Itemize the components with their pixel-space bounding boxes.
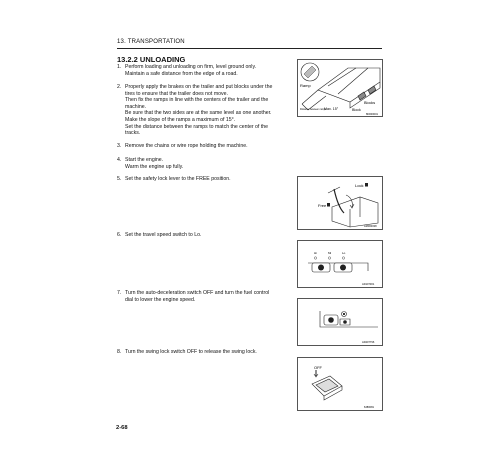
- step-number: 5.: [117, 176, 122, 182]
- max-angle-label: Max. 15°: [324, 107, 339, 111]
- free-label: Free: [318, 203, 327, 208]
- figure-code: AD107301: [362, 283, 375, 286]
- switch-panel-drawing: [308, 263, 368, 272]
- page-number: 2-68: [116, 425, 128, 431]
- circle-detail-icon: [301, 63, 319, 81]
- unlock-icon: [327, 203, 330, 207]
- step-line: Maintain a safe distance from the edge of a road.: [125, 70, 238, 77]
- step-line: Set the distance between the ramps to match the center of the: [125, 123, 269, 130]
- step-8: [117, 349, 297, 356]
- step-7: [117, 290, 302, 303]
- decel-switch-drawing: [320, 311, 378, 327]
- speed-label-hi: Hi: [314, 251, 317, 255]
- lock-lever-figure: [297, 176, 383, 230]
- off-label: OFF: [314, 365, 322, 370]
- step-6: [117, 232, 297, 239]
- lock-icon: [365, 183, 368, 187]
- step-line: Make the slope of the ramps a maximum of 15°.: [125, 116, 236, 123]
- section-title: 13.2.2 UNLOADING: [117, 55, 186, 64]
- step-number: 1.: [117, 64, 122, 70]
- indicator-lamps: [314, 257, 344, 259]
- ramp-illustration: [298, 60, 382, 116]
- auto-decel-illustration: [298, 299, 382, 345]
- step-line: Then fix the ramps in line with the centers of the trailer and the: [125, 97, 269, 104]
- step-2: [117, 84, 297, 137]
- header-text: 13. TRANSPORTATION: [117, 39, 185, 45]
- step-line: machine.: [125, 103, 147, 110]
- step-number: 4.: [117, 157, 122, 163]
- step-number: 7.: [117, 290, 122, 296]
- speed-label-mi: Mi: [328, 251, 332, 255]
- turtle-rabbit-icon: [318, 265, 346, 271]
- step-1: [117, 64, 297, 77]
- step-line: tires to ensure that the trailer does not move.: [125, 90, 228, 97]
- step-line: Properly apply the brakes on the trailer and put blocks under the: [125, 84, 273, 90]
- block-label: Block: [352, 108, 361, 112]
- ramp-label: Ramp: [300, 83, 311, 88]
- step-5: [117, 176, 297, 183]
- step-line: tracks.: [125, 130, 141, 137]
- step-line: Turn the auto-deceleration switch OFF and turn the fuel control: [125, 290, 270, 296]
- step-line: Be sure that the two sides are at the same level as one another.: [125, 110, 272, 117]
- step-line: Remove the chains or wire rope holding the machine.: [125, 143, 248, 149]
- lock-lever-illustration: [298, 177, 382, 229]
- step-4: [117, 157, 297, 170]
- lock-label: Lock: [355, 183, 364, 188]
- step-line: Start the engine.: [125, 157, 164, 163]
- step-number: 6.: [117, 232, 122, 238]
- step-line: Turn the swing lock switch OFF to release the swing lock.: [125, 349, 257, 355]
- step-3: [117, 143, 297, 150]
- step-number: 2.: [117, 84, 122, 90]
- speed-label-lo: Lo: [342, 251, 346, 255]
- swing-lock-illustration: [298, 358, 382, 410]
- step-number: 8.: [117, 349, 122, 355]
- seat-console-drawing: [328, 187, 378, 227]
- figure-code: AM000038: [364, 225, 377, 228]
- swing-switch-drawing: [312, 370, 342, 400]
- step-line: Set the travel speed switch to Lo.: [125, 232, 202, 238]
- page-header: [117, 30, 382, 49]
- travel-speed-figure: [297, 240, 383, 288]
- figure-code: 8J80081: [364, 406, 374, 409]
- blocks-label: Blocks: [364, 101, 376, 105]
- auto-decel-figure: [297, 298, 383, 346]
- step-number: 3.: [117, 143, 122, 149]
- figure-code: AD207796: [362, 341, 375, 344]
- step-line: Warm the engine up fully.: [125, 163, 184, 170]
- swing-lock-figure: [297, 357, 383, 411]
- step-line: Set the safety lock lever to the FREE position.: [125, 176, 231, 182]
- travel-speed-illustration: [298, 241, 382, 287]
- distance-label: Distance between ramps: [300, 108, 327, 111]
- ramp-figure: [297, 59, 383, 117]
- step-line: dial to lower the engine speed.: [125, 296, 196, 303]
- figure-code: 8D000001: [366, 113, 378, 116]
- step-line: Perform loading and unloading on firm, level ground only.: [125, 64, 257, 70]
